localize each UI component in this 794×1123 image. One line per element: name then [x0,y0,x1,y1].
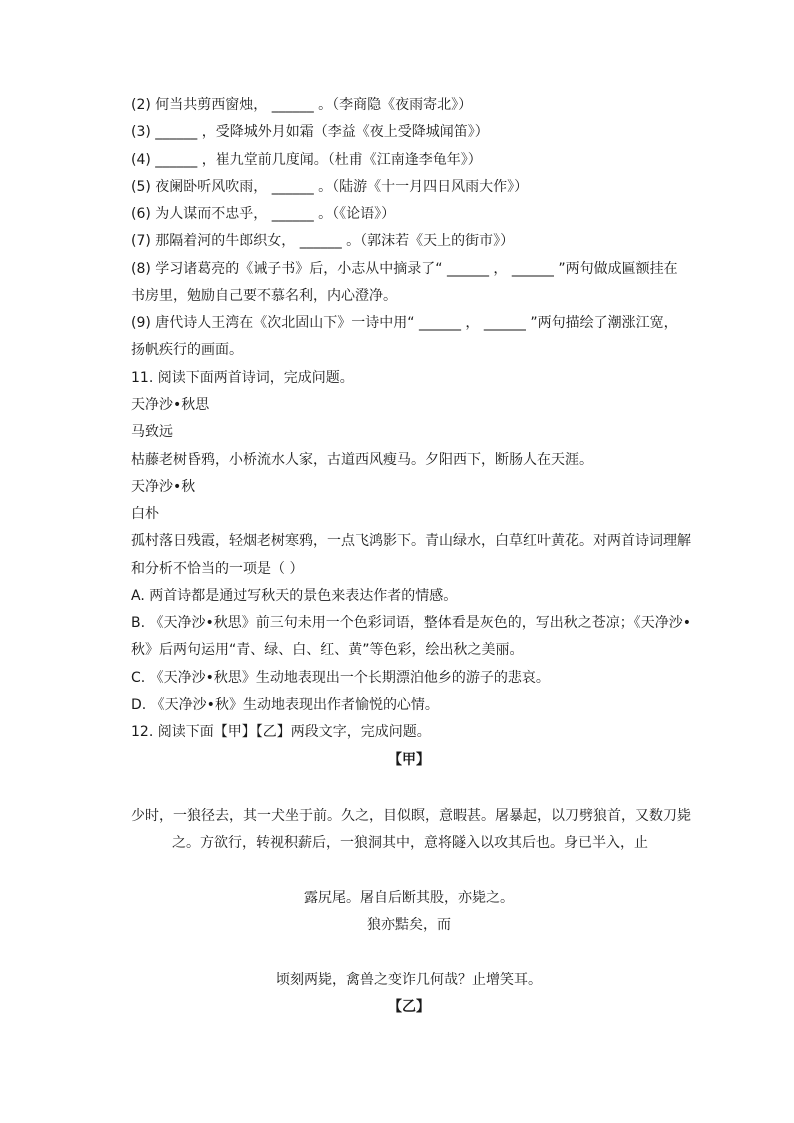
poem2-author: 白朴 [131,506,159,522]
fill-in-line-4: (4) ______ ，崔九堂前几度闻。（杜甫《江南逢李龟年》） [131,152,482,168]
fill-in-line-9a: (9) 唐代诗人王湾在《次北固山下》一诗中用“ ______ ， ______ ”两句描绘了潮涨江宽， [131,315,678,331]
jia-line-5: 顷刻两毙，禽兽之变诈几何哉？止增笑耳。 [276,972,542,988]
fill-in-line-3: (3) ______ ，受降城外月如霜（李益《夜上受降城闻笛》） [131,124,489,140]
fill-in-line-5: (5) 夜阑卧听风吹雨， ______ 。（陆游《十一月四日风雨大作》） [131,179,529,195]
poem2-text-line1: 孤村落日残霞，轻烟老树寒鸦，一点飞鸿影下。青山绿水，白草红叶黄花。对两首诗词理解 [131,533,691,549]
option-a: A. 两首诗都是通过写秋天的景色来表达作者的情感。 [131,588,458,604]
fill-in-line-8a: (8) 学习诸葛亮的《诫子书》后，小志从中摘录了“ ______ ， ______ ”两句做成匾额挂在 [131,261,678,277]
option-c: C. 《天净沙•秋思》生动地表现出一个长期漂泊他乡的游子的悲哀。 [131,670,550,686]
fill-in-line-6: (6) 为人谋而不忠乎， ______ 。（《论语》） [131,206,396,222]
q11-stem: 11. 阅读下面两首诗词，完成问题。 [131,370,354,386]
option-b-line2: 秋》后两句运用“青、绿、白、红、黄”等色彩，绘出秋之美丽。 [131,642,524,658]
fill-in-line-9b: 扬帆疾行的画面。 [131,342,243,358]
option-d: D. 《天净沙•秋》生动地表现出作者愉悦的心情。 [131,697,439,713]
q12-stem: 12. 阅读下面【甲】【乙】两段文字，完成问题。 [131,724,431,740]
jia-heading: 【甲】 [388,752,430,768]
option-b-line1: B. 《天净沙•秋思》前三句未用一个色彩词语，整体看是灰色的，写出秋之苍凉；《天净沙• [131,615,692,631]
jia-line-3: 露尻尾。屠自后断其股，亦毙之。 [304,890,514,906]
poem2-title: 天净沙•秋 [131,479,196,495]
poem1-text: 枯藤老树昏鸦，小桥流水人家，古道西风瘦马。夕阳西下，断肠人在天涯。 [131,452,593,468]
jia-line-2: 之。方欲行，转视积薪后，一狼洞其中，意将隧入以攻其后也。身已半入，止 [172,835,648,851]
poem1-author: 马致远 [131,424,173,440]
fill-in-line-7: (7) 那隔着河的牛郎织女， ______ 。（郭沫若《天上的街市》） [131,233,515,249]
fill-in-line-8b: 书房里，勉励自己要不慕名利，内心澄净。 [131,288,397,304]
yi-heading: 【乙】 [388,999,430,1015]
poem1-title: 天净沙•秋思 [131,397,210,413]
poem2-text-line2: 和分析不恰当的一项是（ ） [131,561,304,577]
fill-in-line-2: (2) 何当共剪西窗烛， ______ 。（李商隐《夜雨寄北》） [131,97,473,113]
jia-line-4: 狼亦黠矣，而 [367,917,451,933]
jia-line-1: 少时，一狼径去，其一犬坐于前。久之，目似瞑，意暇甚。屠暴起，以刀劈狼首，又数刀毙 [131,808,691,824]
